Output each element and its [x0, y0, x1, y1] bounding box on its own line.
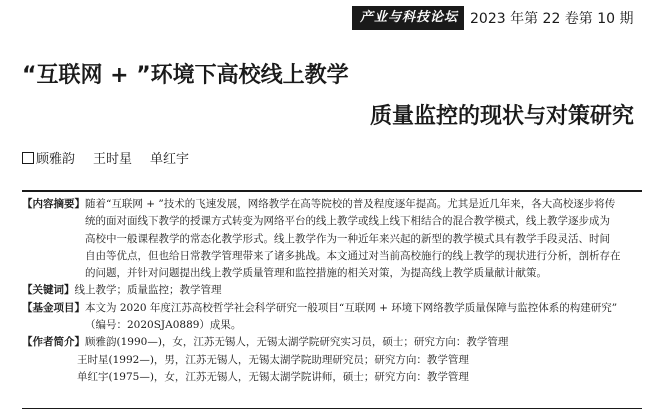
square-marker-icon: [22, 152, 34, 164]
abstract-label: 【内容摘要】: [22, 198, 85, 210]
funding-text: [85, 300, 642, 335]
article-title-line-2: 质量监控的现状与对策研究: [369, 104, 634, 129]
funding-line: （编号：2020SJA0889）成果。: [85, 319, 242, 332]
journal-header: [352, 6, 660, 30]
journal-name-badge: 产业与科技论坛: [352, 6, 464, 30]
article-title-line-1: “互联网 + ”环境下高校线上教学: [22, 63, 349, 88]
top-divider: [22, 190, 642, 192]
author-list: [22, 148, 189, 167]
abstract-line: 统的面对面线下教学的授课方式转变为网络平台的线上教学或线上线下相结合的混合教学模式，线上教学逐步成为: [85, 215, 610, 228]
author-bio-label: 【作者简介】: [22, 336, 85, 349]
keywords-section: [22, 282, 642, 299]
author-bio-line: 王时星(1992—)，男，江苏无锡人，无锡太湖学院助理研究员；研究方向：教学管理: [77, 353, 469, 366]
keywords-text: 线上教学；质量监控；教学管理: [74, 284, 222, 297]
abstract-line: 高校中一般课程教学的常态化教学形式。线上教学作为一种近年来兴起的新型的教学模式具有教学手段灵活、时间: [85, 232, 610, 245]
abstract-text: [85, 196, 642, 282]
funding-line: 本文为 2020 年度江苏高校哲学社会科学研究一般项目“互联网 + 环境下网络教学质量保障与监控体系的构建研究”: [85, 301, 618, 314]
author-bio-text: [85, 334, 642, 351]
article-metadata: [22, 196, 642, 386]
abstract-line: 自由等优点，但也给日常教学管理带来了诸多挑战。本文通过对当前高校施行的线上教学的现状进行分析，剖析存在: [85, 249, 621, 262]
author-name: 单红宇: [150, 152, 190, 167]
abstract-section: [22, 196, 642, 282]
author-name: 王时星: [93, 152, 133, 167]
funding-section: [22, 300, 642, 335]
bottom-divider: [22, 408, 642, 409]
abstract-line: 的问题，并针对问题提出线上教学质量管理和监控措施的相关对策，为提高线上教学质量献计献策。: [85, 267, 547, 280]
author-name: 顾雅韵: [36, 152, 76, 167]
issue-number: 2023 年第 22 卷第 10 期: [470, 11, 634, 27]
author-bio-line: 顾雅韵(1990—)，女，江苏无锡人，无锡太湖学院研究实习员，硕士；研究方向：教学管理: [85, 336, 509, 349]
abstract-line: 随着“互联网 + ”技术的飞速发展，网络教学在高等院校的普及程度逐年提高。尤其是近几年来，各大高校逐步将传: [85, 198, 616, 210]
author-bio-line: 单红宇(1975—)，女，江苏无锡人，无锡太湖学院讲师，硕士；研究方向：教学管理: [77, 370, 469, 383]
author-bio-section: [22, 334, 642, 351]
keywords-label: 【关键词】: [22, 284, 75, 297]
funding-label: 【基金项目】: [22, 301, 85, 314]
